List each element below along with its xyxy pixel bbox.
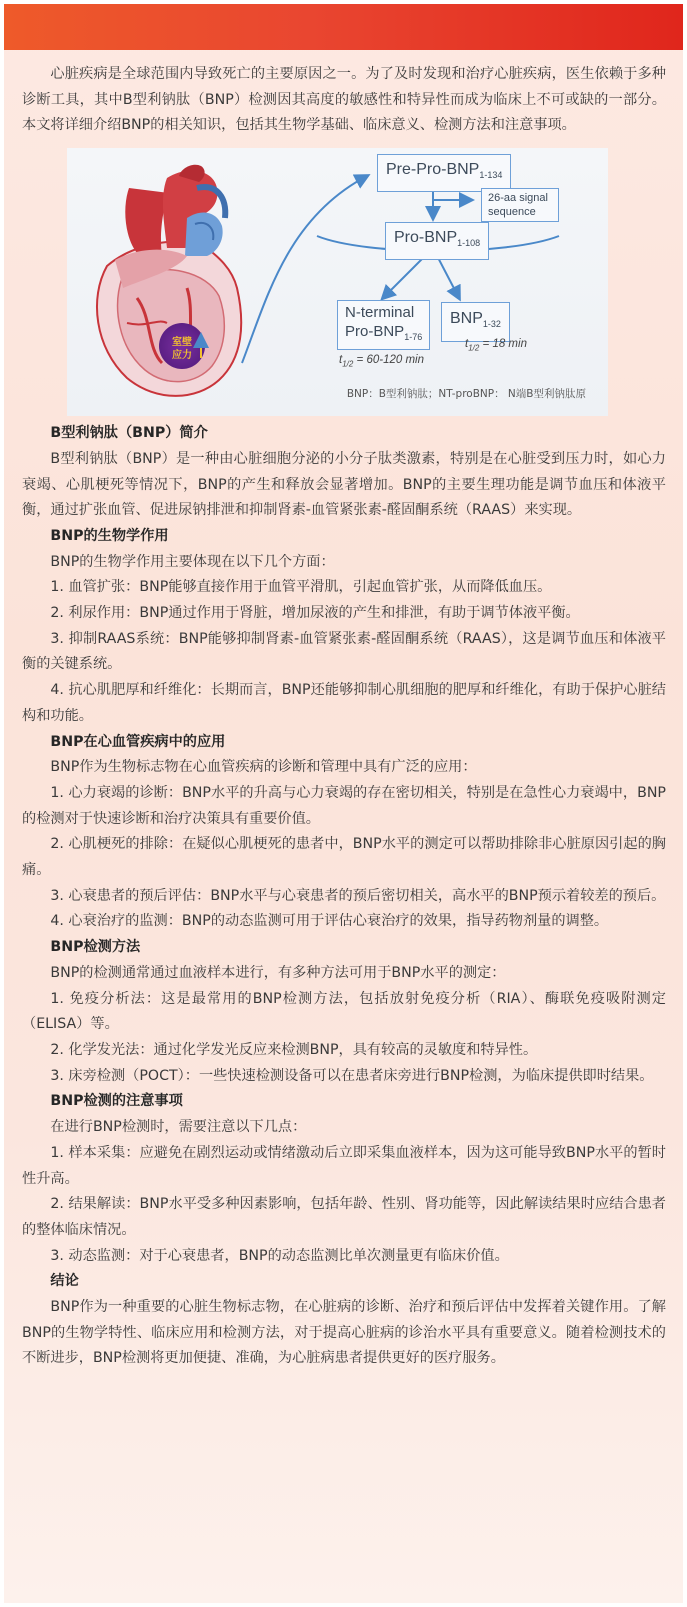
section-paragraph: 在进行BNP检测时，需要注意以下几点： bbox=[50, 1119, 307, 1136]
section-paragraph: BNP作为生物标志物在心血管疾病的诊断和管理中具有广泛的应用： bbox=[50, 759, 477, 776]
nt-pro-bnp-halflife-value: = 60-120 min bbox=[356, 354, 424, 367]
section-paragraph: 4. 抗心肌肥厚和纤维化：长期而言，BNP还能够抑制心肌细胞的肥厚和纤维化，有助于保护心脏结构和功能。 bbox=[22, 682, 666, 724]
section-paragraph: 2. 结果解读：BNP水平受多种因素影响，包括年龄、性别、肾功能等，因此解读结果时应结合患者的整体临床情况。 bbox=[22, 1196, 666, 1238]
pre-pro-bnp-box bbox=[377, 154, 511, 192]
section-paragraph: 3. 心衰患者的预后评估：BNP水平与心衰患者的预后密切相关，高水平的BNP预示着较差的预后。 bbox=[50, 887, 666, 904]
section-paragraph: BNP的检测通常通过血液样本进行，有多种方法可用于BNP水平的测定： bbox=[50, 964, 506, 981]
section-paragraph: 1. 免疫分析法：这是最常用的BNP检测方法，包括放射免疫分析（RIA）、酶联免疫吸附测定（ELISA）等。 bbox=[22, 990, 666, 1033]
section-paragraph: BNP作为一种重要的心脏生物标志物，在心脏病的诊断、治疗和预后评估中发挥着关键作用。了解BNP的生物学特性、临床应用和检测方法，对于提高心脏病的诊治水平具有重要意义。随着检测技术的不断进步，BNP检测将更加便捷、准确，为心脏病患者提供更好的医疗服务。 bbox=[22, 1299, 666, 1367]
article-sections bbox=[22, 421, 666, 1372]
signal-sequence-label: 26-aa signal sequence bbox=[488, 192, 548, 219]
pre-pro-bnp-sub: 1-134 bbox=[479, 170, 503, 181]
section-paragraph: 2. 利尿作用：BNP通过作用于肾脏，增加尿液的产生和排泄，有助于调节体液平衡。 bbox=[50, 605, 580, 622]
nt-pro-bnp-label: Pro-BNP bbox=[345, 323, 405, 341]
section-heading: B型利钠肽（BNP）简介 bbox=[50, 425, 208, 442]
bnp-halflife: $t_{1/2} = 18$ min bbox=[465, 338, 527, 353]
pro-bnp-sub: 1-108 bbox=[457, 238, 481, 249]
section-heading: 结论 bbox=[50, 1273, 79, 1290]
section-paragraph: 1. 样本采集：应避免在剧烈运动或情绪激动后立即采集血液样本，因为这可能导致BNP水平的暂时性升高。 bbox=[22, 1144, 666, 1187]
section-heading: BNP检测的注意事项 bbox=[50, 1093, 183, 1110]
signal-sequence-box bbox=[481, 188, 559, 222]
intro-paragraph: 心脏疾病是全球范围内导致死亡的主要原因之一。为了及时发现和治疗心脏疾病，医生依赖于多种诊断工具，其中B型利钠肽（BNP）检测因其高度的敏感性和特异性而成为临床上不可或缺的一部分。本文将详细介绍BNP的相关知识，包括其生物学基础、临床意义、检测方法和注意事项。 bbox=[22, 66, 666, 134]
header-banner bbox=[4, 4, 683, 50]
section-heading: BNP的生物学作用 bbox=[50, 527, 169, 544]
bnp-label: BNP bbox=[450, 310, 483, 328]
wall-stress-label: 室壁应力 bbox=[172, 337, 192, 362]
pro-bnp-box bbox=[385, 222, 489, 260]
section-paragraph: BNP的生物学作用主要体现在以下几个方面： bbox=[50, 553, 335, 570]
section-paragraph: 3. 床旁检测（POCT）：一些快速检测设备可以在患者床旁进行BNP检测，为临床提供即时结果。 bbox=[50, 1067, 654, 1084]
nt-pro-bnp-halflife: $t_{1/2} = 60-120$ min bbox=[339, 354, 424, 369]
nt-pro-bnp-box bbox=[337, 300, 430, 350]
section-paragraph: 3. 动态监测：对于心衰患者，BNP的动态监测比单次测量更有临床价值。 bbox=[50, 1247, 509, 1264]
section-paragraph: 2. 心肌梗死的排除：在疑似心肌梗死的患者中，BNP水平的测定可以帮助排除非心脏原因引起的胸痛。 bbox=[22, 836, 666, 879]
nt-pro-bnp-line1: N-terminal bbox=[345, 304, 415, 322]
section-paragraph: 2. 化学发光法：通过化学发光反应来检测BNP，具有较高的灵敏度和特异性。 bbox=[50, 1041, 538, 1058]
pro-bnp-label: Pro-BNP bbox=[394, 229, 458, 247]
section-paragraph: 1. 心力衰竭的诊断：BNP水平的升高与心力衰竭的存在密切相关，特别是在急性心力衰竭中，BNP的检测对于快速诊断和治疗决策具有重要价值。 bbox=[22, 784, 666, 827]
section-paragraph: 1. 血管扩张：BNP能够直接作用于血管平滑肌，引起血管扩张，从而降低血压。 bbox=[50, 579, 552, 596]
figure-caption: BNP：B型利钠肽；NT-proBNP： N端B型利钠肽原 bbox=[346, 388, 586, 401]
nt-pro-bnp-sub: 1-76 bbox=[404, 332, 423, 343]
section-paragraph: 4. 心衰治疗的监测：BNP的动态监测可用于评估心衰治疗的效果，指导药物剂量的调整。 bbox=[50, 913, 609, 930]
article-body bbox=[22, 62, 666, 1372]
bnp-halflife-value: = 18 min bbox=[482, 338, 527, 351]
bnp-sub: 1-32 bbox=[482, 319, 501, 330]
pre-pro-bnp-label: Pre-Pro-BNP bbox=[386, 161, 480, 179]
section-paragraph: B型利钠肽（BNP）是一种由心脏细胞分泌的小分子肽类激素，特别是在心脏受到压力时，如心力衰竭、心肌梗死等情况下，BNP的产生和释放会显著增加。BNP的主要生理功能是调节血压和体液平衡，通过扩张血管、促进尿钠排泄和抑制肾素-血管紧张素-醛固酮系统（RAAS）来实现。 bbox=[22, 450, 666, 519]
section-heading: BNP在心血管疾病中的应用 bbox=[50, 733, 226, 750]
section-heading: BNP检测方法 bbox=[50, 939, 141, 956]
section-paragraph: 3. 抑制RAAS系统：BNP能够抑制肾素-血管紧张素-醛固酮系统（RAAS），这是调节血压和体液平衡的关键系统。 bbox=[22, 630, 666, 673]
bnp-diagram-figure bbox=[67, 148, 608, 416]
